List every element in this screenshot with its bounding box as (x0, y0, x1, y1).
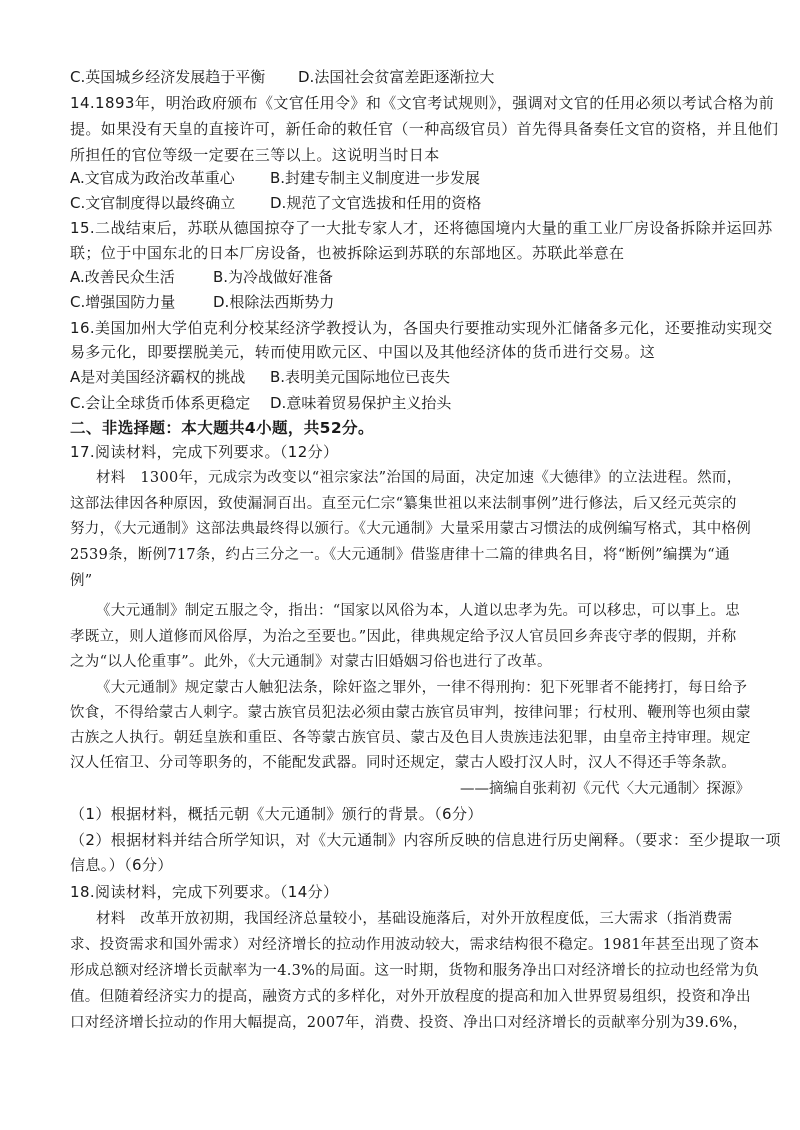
q14-option-d: D.规范了文官选拔和任用的资格 (270, 194, 482, 212)
q17-material-line: 努力，《大元通制》这部法典最终得以颁行。《大元通制》大量采用蒙古习惯法的成例编写格式，其中格例 (70, 521, 752, 537)
q18-material-line: 材料 改革开放初期，我国经济总量较小，基础设施落后，对外开放程度低，三大需求（指消费需 (96, 911, 733, 927)
q15-stem-line: 15.二战结束后，苏联从德国掠夺了一大批专家人才，还将德国境内大量的重工业厂房设备拆除并运回苏 (70, 219, 773, 237)
q17-material-line: 古族之人执行。朝廷皇族和重臣、各等蒙古族官员、蒙古及色目人贵族违法犯罪，由皇帝主持审理。规定 (70, 730, 751, 746)
q17-task-2: （2）根据材料并结合所学知识，对《大元通制》内容所反映的信息进行历史阐释。（要求：至少提取一项 (70, 831, 781, 849)
q18-intro: 18.阅读材料，完成下列要求。（14分） (70, 883, 339, 901)
q15-option-c: C.增强国防力量 (70, 293, 176, 311)
q17-task-1: （1）根据材料，概括元朝《大元通制》颁行的背景。（6分） (70, 805, 483, 823)
q15-stem-line: 联；位于中国东北的日本厂房设备，也被拆除运到苏联的东部地区。苏联此举意在 (70, 244, 625, 262)
q15-option-b: B.为冷战做好准备 (213, 268, 334, 286)
q16-option-d: D.意味着贸易保护主义抬头 (270, 394, 452, 412)
q14-option-a: A.文官成为政治改革重心 (70, 169, 235, 187)
q17-source-citation: ——摘编自张莉初《元代〈大元通制〉探源》 (460, 781, 750, 797)
q16-option-b: B.表明美元国际地位已丧失 (270, 368, 451, 386)
q17-material-line: 孝既立，则人道修而风俗厚，为治之至要也。”因此，律典规定给予汉人官员回乡奔丧守孝的假期，并称 (70, 629, 737, 645)
section-heading: 二、非选择题：本大题共4小题，共52分。 (70, 419, 374, 437)
q14-stem-line: 14.1893年，明治政府颁布《文官任用令》和《文官考试规则》，强调对文官的任用必须以考试合格为前 (70, 94, 775, 112)
q17-material-line: 汉人任宿卫、分司等职务的，不能配发武器。同时还规定，蒙古人殴打汉人时，汉人不得还手等条款。 (70, 755, 736, 771)
q16-stem-line: 16.美国加州大学伯克利分校某经济学教授认为，各国央行要推动实现外汇储备多元化，还要推动实现交 (70, 319, 773, 337)
q16-option-a: A是对美国经济霸权的挑战 (70, 368, 246, 386)
q13-option-d: D.法国社会贫富差距逐渐拉大 (298, 68, 495, 86)
q17-task-2-cont: 信息。）（6分） (70, 856, 173, 874)
q17-material-line: 例” (70, 573, 93, 589)
q15-option-a: A.改善民众生活 (70, 268, 175, 286)
q18-material-line: 形成总额对经济增长贡献率为一4.3%的局面。这一时期，货物和服务净出口对经济增长的拉动也经常为负 (70, 963, 760, 979)
q17-material-line: 2539条，断例717条，约占三分之一。《大元通制》借鉴唐律十二篇的律典名目，将“断例”编撰为“通 (70, 547, 730, 563)
q17-intro: 17.阅读材料，完成下列要求。（12分） (70, 443, 339, 461)
q18-material-line: 值。但随着经济实力的提高，融资方式的多样化，对外开放程度的提高和加入世界贸易组织，投资和净出 (70, 989, 751, 1005)
q17-material-line: 《大元通制》规定蒙古人触犯法条，除奸盗之罪外，一律不得刑拘：犯下死罪者不能拷打，每日给予 (96, 680, 748, 696)
q14-option-b: B.封建专制主义制度进一步发展 (270, 169, 481, 187)
q14-option-c: C.文官制度得以最终确立 (70, 194, 236, 212)
q17-material-line: 材料 1300年，元成宗为改变以“祖宗家法”治国的局面，决定加速《大德律》的立法进程。然而， (96, 470, 742, 486)
q15-option-d: D.根除法西斯势力 (213, 293, 335, 311)
q14-stem-line: 所担任的官位等级一定要在三等以上。这说明当时日本 (70, 146, 440, 164)
q14-stem-line: 提。如果没有天皇的直接许可，新任命的敕任官（一种高级官员）首先得具备奏任文官的资格，并且他们 (70, 120, 779, 138)
q17-material-line: 饮食，不得给蒙古人刺字。蒙古族官员犯法必须由蒙古族官员审判，按律问罪；行杖刑、鞭刑等也须由蒙 (70, 705, 751, 721)
q13-option-c: C.英国城乡经济发展趋于平衡 (70, 68, 266, 86)
q18-material-line: 口对经济增长拉动的作用大幅提高，2007年，消费、投资、净出口对经济增长的贡献率分别为39.6%， (70, 1015, 748, 1031)
q17-material-line: 《大元通制》制定五服之令，指出：“国家以风俗为本，人道以忠孝为先。可以移忠，可以事上。忠 (96, 603, 741, 619)
q18-material-line: 求、投资需求和国外需求）对经济增长的拉动作用波动较大，需求结构很不稳定。1981年甚至出现了资本 (70, 937, 760, 953)
q17-material-line: 这部法律因各种原因，致使漏洞百出。直至元仁宗“纂集世祖以来法制事例”进行修法，后又经元英宗的 (70, 496, 737, 512)
q16-stem-line: 易多元化，即要摆脱美元，转而使用欧元区、中国以及其他经济体的货币进行交易。这 (70, 343, 656, 361)
q16-option-c: C.会让全球货币体系更稳定 (70, 394, 251, 412)
q17-material-line: 之为“以人伦重事”。此外，《大元通制》对蒙古旧婚姻习俗也进行了改革。 (70, 654, 552, 670)
